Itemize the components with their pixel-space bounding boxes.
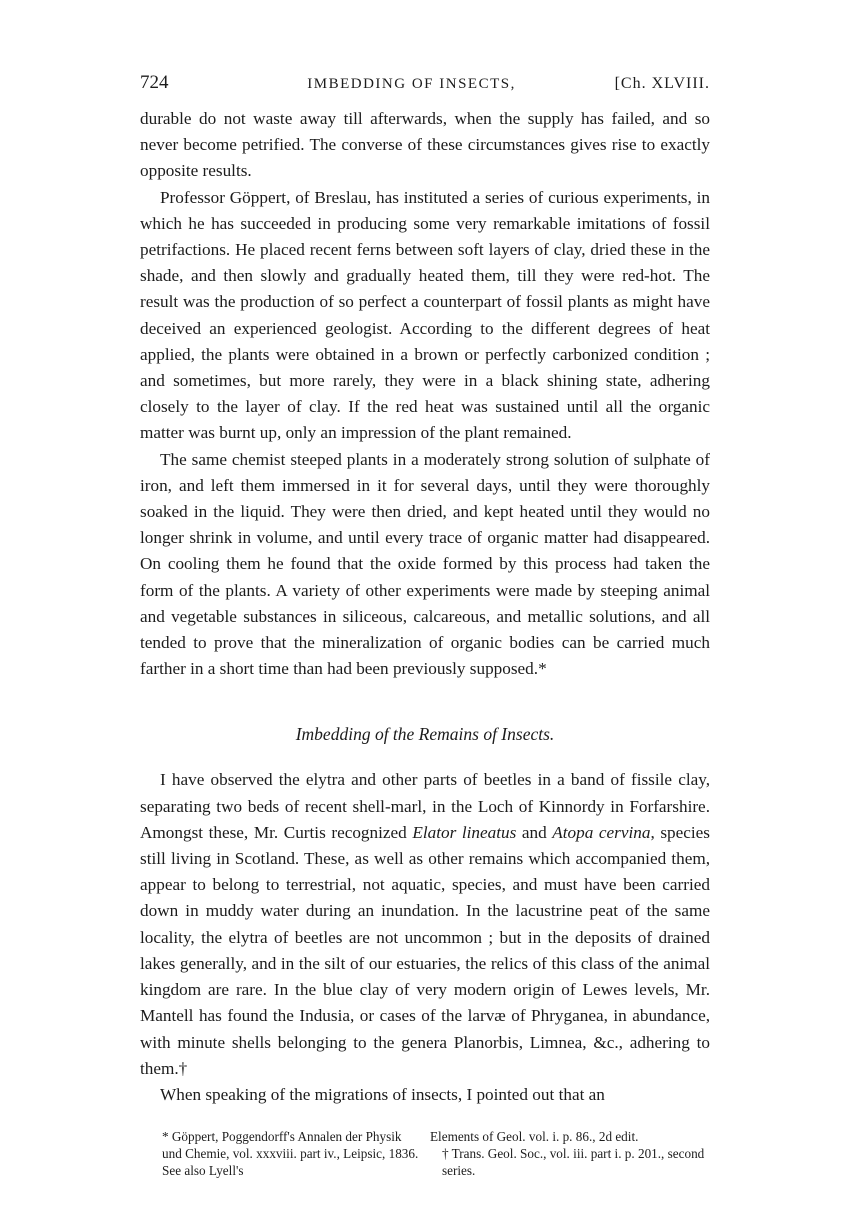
- text-run: I have observed the elytra and other parts of beetles in a band of fissile clay, separating two beds of recent shell-marl, in the Loch of Kinnordy in Forfarshire. Amongst these, Mr. Curtis recognized: [140, 770, 710, 842]
- section-heading: Imbedding of the Remains of Insects.: [295, 724, 555, 745]
- footnote-left-column: [140, 1128, 420, 1179]
- book-page: [140, 72, 710, 1179]
- species-name-elator: Elator lineatus: [412, 822, 517, 842]
- text-run: , species still living in Scotland. These, as well as other remains which accompanied them, appear to belong to terrestrial, not aquatic, species, and must have been carried down in muddy water during an inundation. In the lacustrine peat of the same locality, the elytra of beetles are not uncommon ; but in the deposits of drained lakes generally, and in the silt of our estuaries, the relics of this class of the animal kingdom are rare. In the blue clay of very modern origin of Lewes levels, Mr. Mantell has found the Indusia, or cases of the larvæ of Phryganea, in abundance, with minute shells belonging to the genera Planorbis, Limnea, &c., adhering to them.†: [140, 822, 710, 1078]
- text-run: and: [516, 822, 553, 842]
- paragraph-continued: durable do not waste away till afterwards, when the supply has failed, and so never become petrified. The converse of these circumstances gives rise to exactly opposite results.: [140, 109, 710, 181]
- footnote-trans-geol-soc: † Trans. Geol. Soc., vol. iii. part i. p. 201., second series.: [442, 1146, 705, 1179]
- footnotes: [140, 1128, 710, 1179]
- paragraph-sulphate-of-iron: The same chemist steeped plants in a moderately strong solution of sulphate of iron, and left them immersed in it for several days, until they were thoroughly soaked in the liquid. They were then dried, and kept heated until they would no longer shrink in volume, and until every trace of organic matter had disappeared. On cooling them he found that the oxide formed by this process had taken the form of the plants. A variety of other experiments were made by steeping animal and vegetable substances in siliceous, calcareous, and metallic solutions, and all tended to prove that the mineralization of organic bodies can be carried much farther in a short time than had been previously supposed.*: [140, 449, 710, 679]
- page-number: 724: [140, 72, 169, 93]
- paragraph-migrations: When speaking of the migrations of insects, I pointed out that an: [160, 1084, 605, 1104]
- body-text: [140, 106, 710, 1108]
- footnote-right-column: [430, 1128, 710, 1179]
- footnote-goppert: * Göppert, Poggendorff's Annalen der Physik und Chemie, vol. xxxviii. part iv., Leipsic, 1836. See also Lyell's: [162, 1129, 419, 1179]
- paragraph-goppert-experiments: Professor Göppert, of Breslau, has instituted a series of curious experiments, in which he has succeeded in producing some very remarkable imitations of fossil petrifactions. He placed recent ferns between soft layers of clay, dried these in the shade, and then slowly and gradually heated them, till they were red-hot. The result was the production of so perfect a counterpart of fossil plants as might have deceived an experienced geologist. According to the different degrees of heat applied, the plants were obtained in a brown or perfectly carbonized condition ; and sometimes, but more rarely, they were in a black shining state, adhering closely to the layer of clay. If the red heat was sustained until all the organic matter was burnt up, only an impression of the plant remained.: [140, 187, 710, 443]
- chapter-label: [Ch. XLVIII.: [614, 75, 710, 92]
- footnote-goppert-continued: Elements of Geol. vol. i. p. 86., 2d edit.: [430, 1129, 639, 1145]
- species-name-atopa: Atopa cervina: [552, 822, 651, 842]
- running-title: IMBEDDING OF INSECTS,: [307, 76, 516, 92]
- running-head: [140, 72, 710, 94]
- paragraph-beetles-elytra: [140, 767, 710, 1081]
